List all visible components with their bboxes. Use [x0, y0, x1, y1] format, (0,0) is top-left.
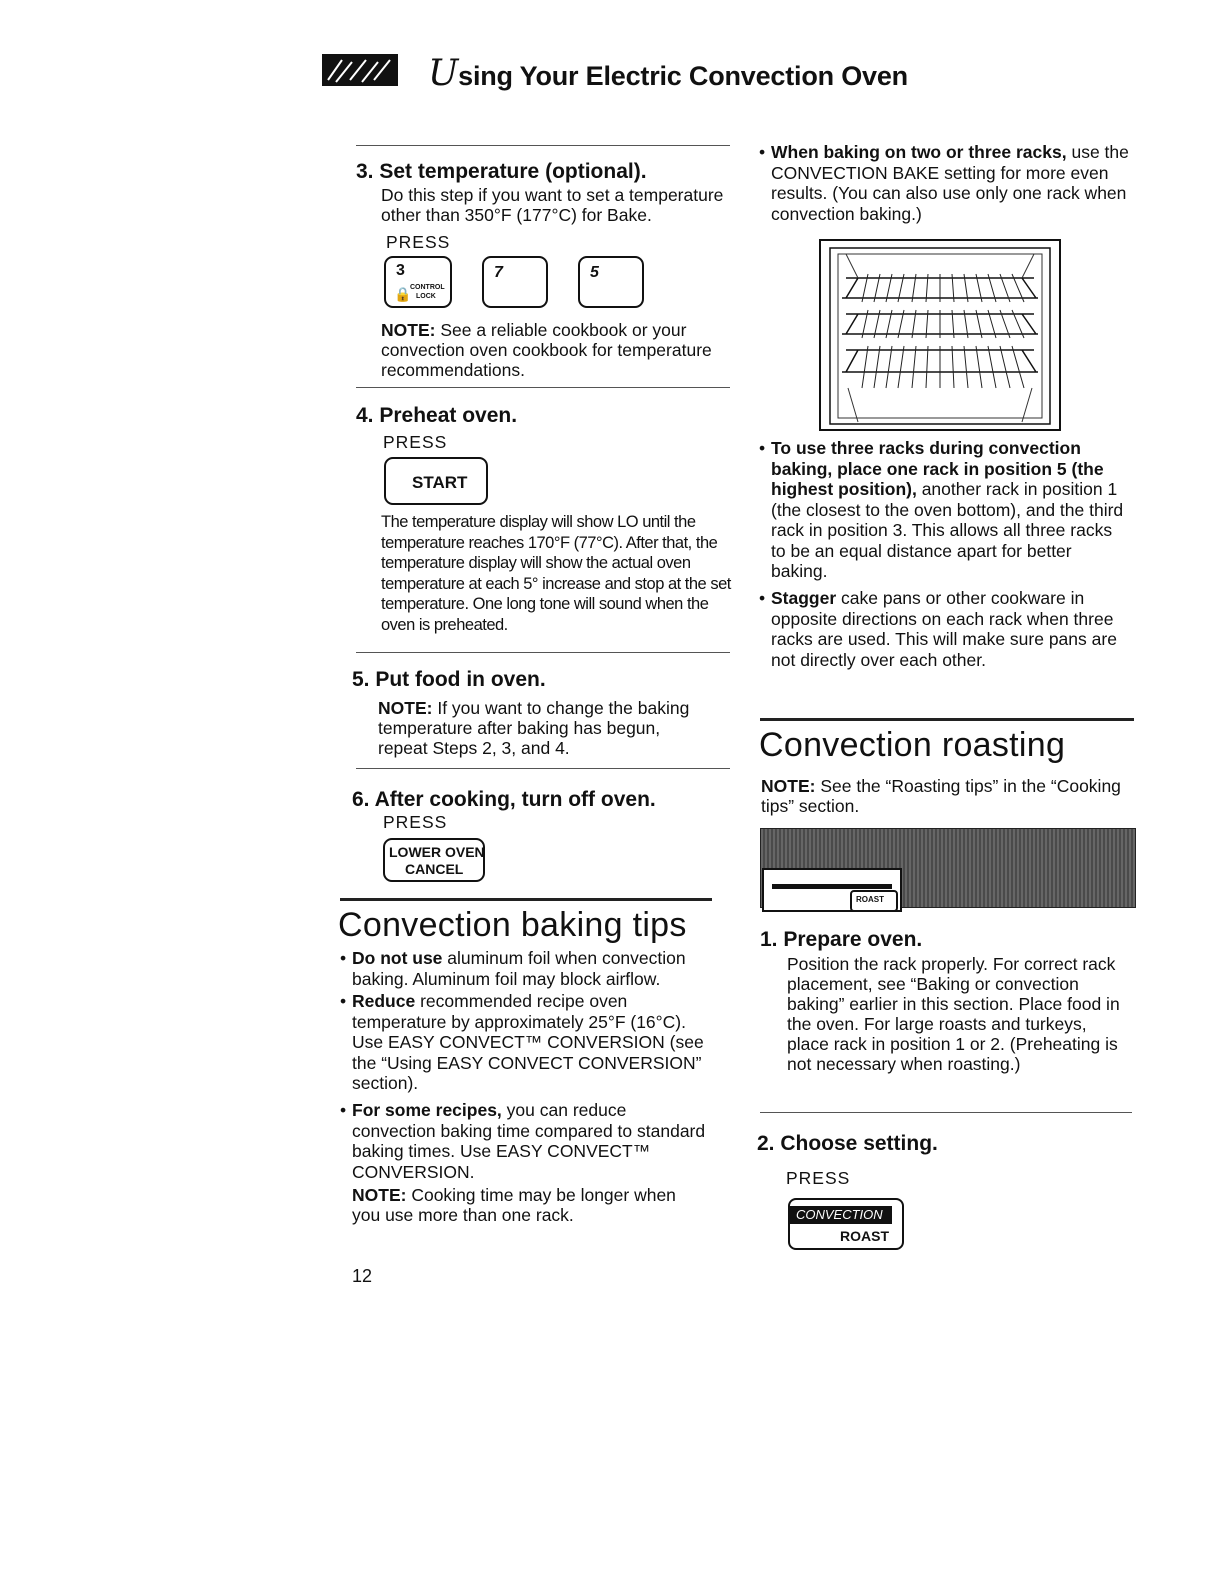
roasting-note: NOTE: See the “Roasting tips” in the “Cooking tips” section. [761, 776, 1121, 816]
lower-oven-cancel-button[interactable]: LOWER OVEN CANCEL [383, 838, 485, 882]
tip-item: • Reduce recommended recipe oven temperature by approximately 25°F (16°C). Use EASY CONVECT™ CONVERSION (see the “Using EASY CONVECT CONVERSION” section). [340, 991, 704, 1093]
divider [356, 387, 730, 388]
divider [340, 898, 712, 901]
page-title: Using Your Electric Convection Oven [428, 53, 908, 94]
divider [760, 1112, 1132, 1113]
roasting-heading: Convection roasting [759, 726, 1066, 764]
step3-description: Do this step if you want to set a temperature other than 350°F (177°C) for Bake. [381, 185, 724, 225]
lock-icon: 🔒 [394, 286, 412, 302]
tip-item: • Do not use aluminum foil when convection baking. Aluminum foil may block airflow. [340, 948, 686, 989]
convection-roast-button[interactable]: CONVECTION ROAST [788, 1198, 904, 1250]
key-5[interactable]: 5 [578, 256, 644, 308]
step4-description: The temperature display will show LO until the temperature reaches 170°F (77°C). After that, the temperature display will show the actual oven temperature at each 5° increase and stop at the set temperature. One long tone will sound when the oven is preheated. [381, 513, 731, 634]
roast-step1-title: 1. Prepare oven. [760, 928, 923, 951]
step4-press-label: PRESS [383, 432, 448, 452]
divider [356, 652, 730, 653]
step5-note: NOTE: If you want to change the baking temperature after baking has begun, repeat Steps 2, 3, and 4. [378, 698, 690, 758]
step3-title: 3. Set temperature (optional). [356, 160, 647, 183]
rack-tip: • To use three racks during convection baking, place one rack in position 5 (the highest position), another rack in position 1 (the closest to the oven bottom), and the third rack in position 3. This allows all three racks to be an equal distance apart for better baking. [759, 438, 1124, 581]
step6-press-label: PRESS [383, 812, 448, 832]
roast-key-icon[interactable]: ROAST [850, 890, 898, 912]
key-3-control-lock[interactable]: 3 🔒 CONTROL LOCK [384, 256, 452, 308]
step4-title: 4. Preheat oven. [356, 404, 518, 427]
step6-title: 6. After cooking, turn off oven. [352, 788, 656, 811]
divider [760, 718, 1134, 721]
roast-step2-press-label: PRESS [786, 1168, 851, 1188]
control-panel-button-area [762, 868, 902, 912]
start-button[interactable]: START [384, 457, 488, 505]
roast-step1-description: Position the rack properly. For correct rack placement, see “Baking or convection baking” earlier in this section. Place food in the oven. For large roasts and turkeys, place rack in position 1 or 2. (Preheating is not necessary when roasting.) [787, 954, 1120, 1074]
divider [356, 145, 730, 146]
rack-tip: • Stagger cake pans or other cookware in opposite directions on each rack when three racks are used. This will make sure pans are not directly over each other. [759, 588, 1117, 670]
divider [356, 768, 730, 769]
step3-press-label: PRESS [386, 232, 451, 252]
roast-step2-title: 2. Choose setting. [757, 1132, 938, 1155]
key-7[interactable]: 7 [482, 256, 548, 308]
tips-heading: Convection baking tips [338, 906, 687, 944]
brand-logo-icon [322, 54, 398, 86]
step5-title: 5. Put food in oven. [352, 668, 546, 691]
tip-item: • For some recipes, you can reduce convection baking time compared to standard baking times. Use EASY CONVECT™ CONVERSION. [340, 1100, 706, 1182]
tips-note: NOTE: Cooking time may be longer when you use more than one rack. [352, 1185, 676, 1225]
rack-tip: • When baking on two or three racks, use the CONVECTION BAKE setting for more even results. (You can also use only one rack when convection baking.) [759, 142, 1129, 224]
step3-note: NOTE: See a reliable cookbook or your convection oven cookbook for temperature recommendations. [381, 320, 712, 380]
oven-rack-illustration [818, 238, 1062, 432]
page-number: 12 [352, 1266, 373, 1286]
